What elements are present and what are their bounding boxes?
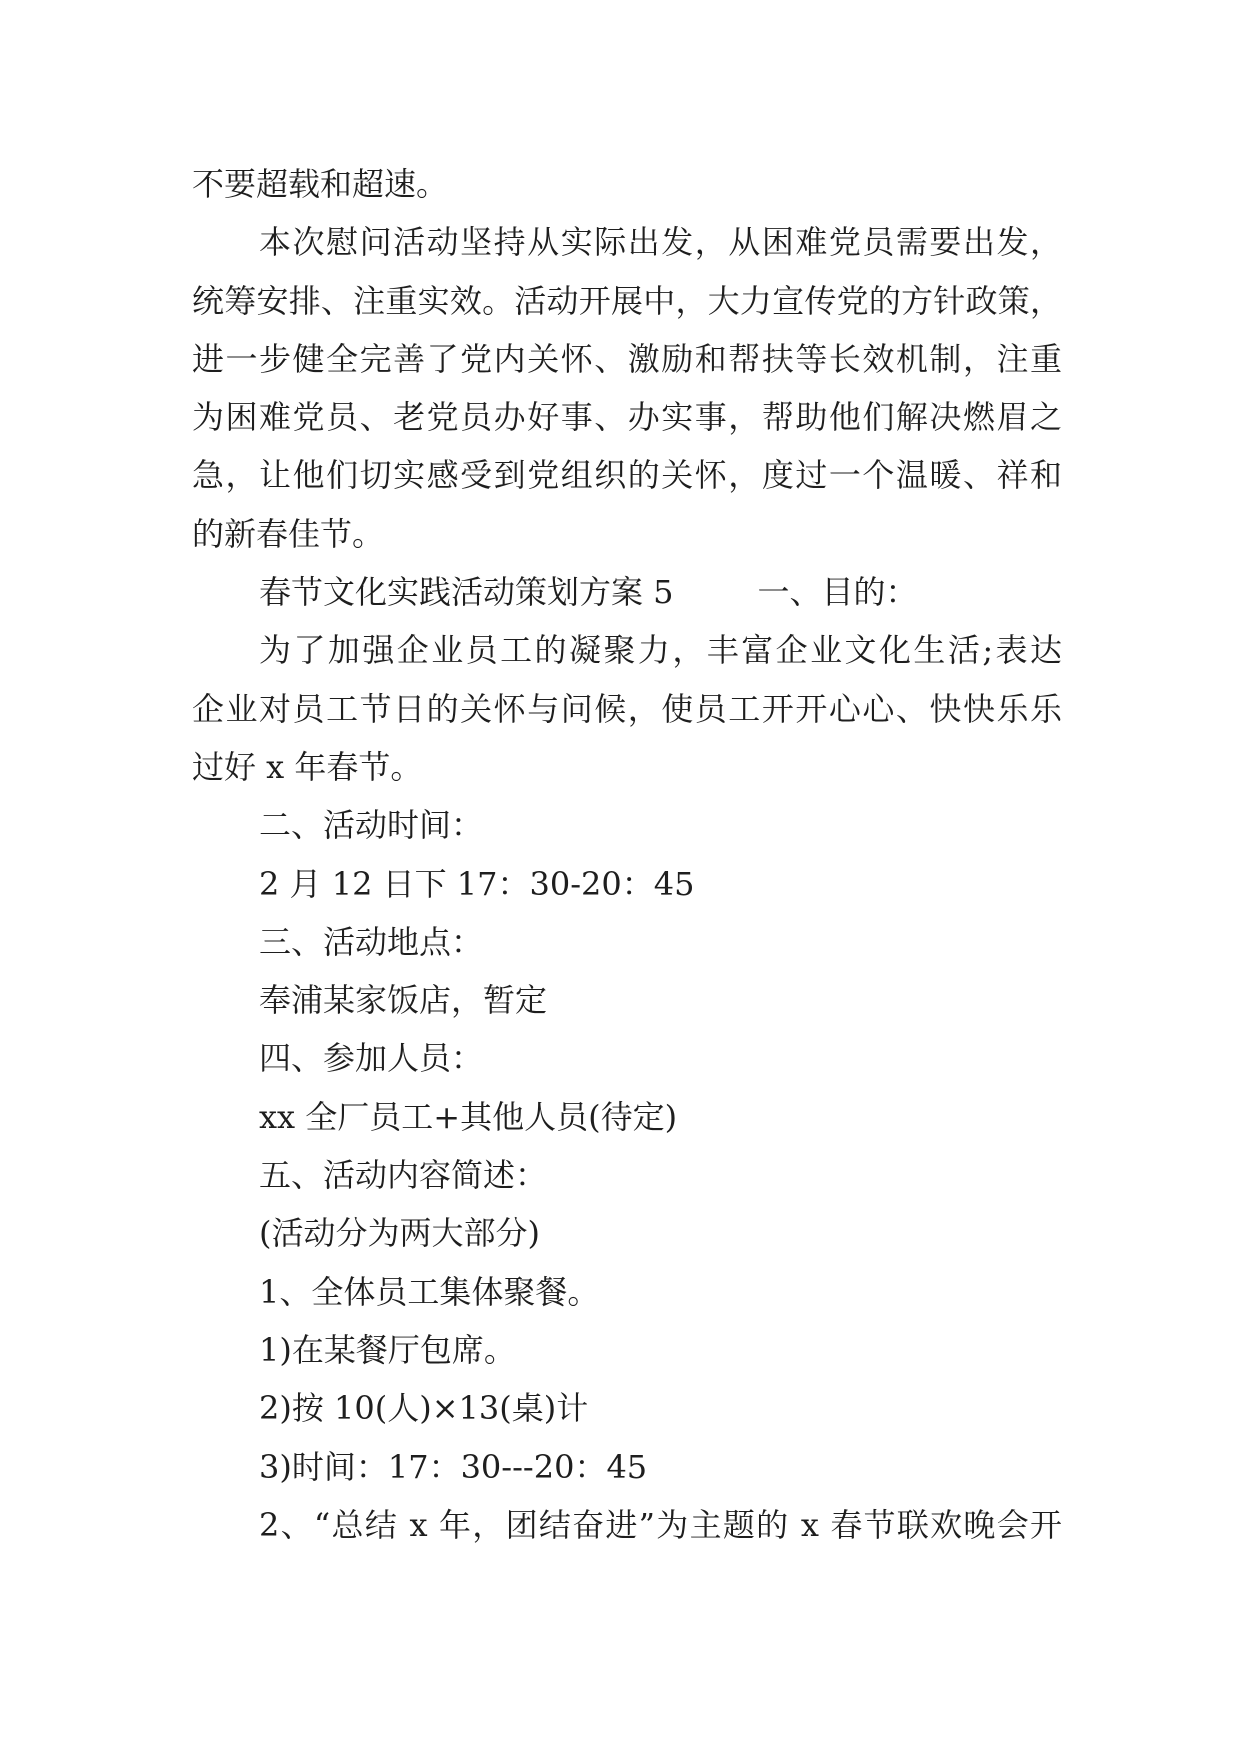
section-1-heading: 一、目的： (757, 573, 918, 612)
summary-line: 的新春佳节。 (192, 514, 385, 553)
purpose-line: 企业对员工节日的关怀与问候，使员工开开心心、快快乐乐 (192, 689, 1062, 728)
section-5-heading: 五、活动内容简述： (259, 1156, 548, 1195)
part-1-item: 3)时间：17：30---20：45 (259, 1447, 648, 1486)
plan-title-row (192, 563, 1062, 621)
content-note: (活动分为两大部分) (259, 1214, 540, 1253)
purpose-line: 过好 x 年春节。 (192, 747, 423, 786)
section-4-heading: 四、参加人员： (259, 1039, 484, 1078)
summary-line: 本次慰问活动坚持从实际出发，从困难党员需要出发， (259, 223, 1062, 262)
document-body (192, 155, 1062, 1554)
continuation-line: 不要超载和超速。 (192, 165, 449, 203)
part-1-item: 2)按 10(人)×13(桌)计 (259, 1389, 589, 1428)
part-2-title: 2、“总结 x 年，团结奋进”为主题的 x 春节联欢晚会开 (259, 1505, 1062, 1544)
part-1-item: 1)在某餐厅包席。 (259, 1330, 516, 1369)
participants: xx 全厂员工+其他人员(待定) (259, 1097, 678, 1136)
activity-location: 奉浦某家饭店，暂定 (259, 981, 548, 1020)
plan-title: 春节文化实践活动策划方案 5 (259, 573, 674, 612)
summary-line: 为困难党员、老党员办好事、办实事，帮助他们解决燃眉之 (192, 398, 1062, 437)
summary-line: 急，让他们切实感受到党组织的关怀，度过一个温暖、祥和 (192, 456, 1062, 495)
activity-time: 2 月 12 日下 17：30-20：45 (259, 864, 695, 903)
part-1-title: 1、全体员工集体聚餐。 (259, 1272, 600, 1311)
summary-line: 统筹安排、注重实效。活动开展中，大力宣传党的方针政策， (192, 281, 1062, 320)
section-3-heading: 三、活动地点： (259, 922, 484, 961)
purpose-line: 为了加强企业员工的凝聚力，丰富企业文化生活;表达 (259, 631, 1062, 670)
summary-line: 进一步健全完善了党内关怀、激励和帮扶等长效机制，注重 (192, 339, 1062, 378)
section-2-heading: 二、活动时间： (259, 806, 484, 845)
